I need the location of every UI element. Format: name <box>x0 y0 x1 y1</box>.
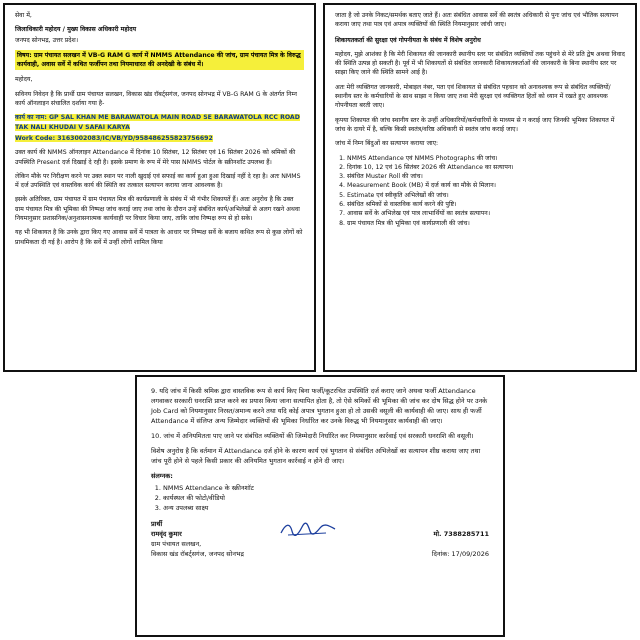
attachments-title: संलग्नक: <box>151 472 173 481</box>
attachment-item: 1. NMMS Attendance के स्क्रीनशॉट <box>163 483 489 493</box>
attendance-paragraph: उक्त कार्य की NMMS ऑनलाइन Attendance में दिनांक 10 सितंबर, 12 सितंबर एवं 16 सितंबर 2026 को श्रमिकों की उपस्थिति Present दर्ज दिखाई दे रही है। इसके प्रमाण के रूप में मेरे पास NMMS पोर्टल के स्क्रीनशॉट उपलब्ध हैं। <box>15 149 296 166</box>
attachment-item: 2. कार्यस्थल की फोटो/वीडियो <box>163 493 489 503</box>
letter-page-1 <box>3 3 316 372</box>
subject-line: विषय: ग्राम पंचायत सलखन में VB-G RAM G कार्य में NMMS Attendance की जांच, ग्राम पंचायत मित्र के विरुद्ध कार्यवाही, अवास सर्वे में कथित फर्जीपन तथा नियमाधारत की अनदेखी के संबंध में। <box>15 50 304 71</box>
list-item: 6. संबंधित श्रमिकों से वास्तविक कार्य करने की पुष्टि। <box>347 200 625 209</box>
letter-date: दिनांक: 17/09/2026 <box>431 549 489 558</box>
special-request: विशेष अनुरोध है कि वर्तमान में Attendance दर्ज होने के कारण कार्य एवं भुगतान से संबंधित अभिलेखों का सत्यापन शीघ्र कराया जाए तथा जांच पूरी होने से पहले किसी प्रकार की अनियमित भुगतान कार्रवाई न होने दी जाए। <box>151 447 481 466</box>
addressee-line-1: जिलाधिकारी महोदय / मुख्य विकास अधिकारी महोदय <box>15 26 137 34</box>
signature-image <box>278 519 338 539</box>
greeting: महोदय, <box>15 76 33 84</box>
list-item: 5. Estimate एवं स्वीकृति अभिलेखों की जांच। <box>347 191 625 200</box>
continued-paragraph: जाता है जो उनके निकट/समर्थक बताए जाते हैं। अतः संबंधित आवास सर्वे की स्वतंत्र अधिकारी से पुनः जांच एवं भौतिक सत्यापन कराया जाए तथा पात्र एवं अपात्र व्यक्तियों की स्थिति नियमानुसार जांची जाए। <box>335 12 619 29</box>
letter-page-3 <box>135 375 505 637</box>
address-line-1: ग्राम पंचायत सलखन, <box>151 539 202 548</box>
salutation: सेवा में, <box>15 12 32 19</box>
attachment-item: 3. अन्य उपलब्ध साक्ष्य <box>163 503 489 513</box>
point-9: 9. यदि जांच में किसी श्रमिक द्वारा वास्तविक रूप से कार्य किए बिना फर्जी/कूटरचित उपस्थिति दर्ज कराए जाने अथवा फर्जी Attendance लगवाकर सरकारी धनराशि प्राप्त करने का प्रयास किया जाना सत्यापित होता है, तो ऐसे श्रमिकों की भूमिका की जांच कर दोष सिद्ध होने पर उनके Job Card को नियमानुसार निरस्त/अमान्य करने तथा यदि कोई अपात्र भुगतान हुआ हो तो उसकी वसूली की कार्यवाही की जाए। साथ ही फर्जी Attendance में संलिप्त अन्य जिम्मेदार व्यक्तियों की भूमिका निर्धारित कर उनके विरुद्ध भी नियमानुसार कार्यवाही की जाए। <box>151 387 488 426</box>
list-item: 3. संबंधित Muster Roll की जांच। <box>347 172 625 181</box>
applicant-name: रामवृंद कुमार <box>151 529 182 538</box>
verification-list-intro: जांच में निम्न बिंदुओं का सत्यापन कराया जाए: <box>335 140 439 148</box>
verification-list <box>335 154 625 228</box>
site-inspection-paragraph: लेकिन मौके पर निरीक्षण करने पर उक्त स्थान पर नाली खुदाई एवं सफाई का कार्य हुआ हुआ दिखाई नहीं दे रहा है। अतः NMMS में दर्ज उपस्थिति एवं वास्तविक कार्य की स्थिति का तत्काल सत्यापन कराया जाना आवश्यक है। <box>15 172 301 190</box>
attachments-list <box>151 483 489 513</box>
security-paragraph-1: महोदय, मुझे आशंका है कि मेरी शिकायत की जानकारी स्थानीय स्तर पर संबंधित व्यक्तियों तक पहुंचने से मेरे प्रति द्वेष अथवा विवाद की स्थिति उत्पन्न हो सकती है। पूर्व में भी शिकायतों से संबंधित जानकारी शिकायतकर्ताओं की जानकारी के बिना स्थानीय स्तर पर साझा किए जाने की स्थिति सामने आई है। <box>335 50 625 77</box>
intro-paragraph: सविनय निवेदन है कि प्रार्थी ग्राम पंचायत सलखन, विकास खंड रॉबर्ट्सगंज, जनपद सोनभद्र में VB-G RAM G के अंतर्गत निम्न कार्य ऑनलाइन संचालित दर्शाया गया है- <box>15 90 297 108</box>
address-line-2: विकास खंड रॉबर्ट्सगंज, जनपद सोनभद्र <box>151 549 244 558</box>
security-heading: शिकायतकर्ता की सुरक्षा एवं गोपनीयता के संबंध में विशेष अनुरोध <box>335 36 481 44</box>
security-paragraph-2: अतः मेरी व्यक्तिगत जानकारी, मोबाइल नंबर, पता एवं शिकायत से संबंधित पहचान को अनावश्यक रूप से संबंधित व्यक्तियों/स्थानीय स्तर के कर्मचारियों के साथ साझा न किया जाए तथा मेरी सुरक्षा एवं व्यक्तिगत हितों को ध्यान में रखते हुए आवश्यक गोपनीयता बरती जाए। <box>335 83 611 110</box>
list-item: 2. दिनांक 10, 12 एवं 16 सितंबर 2026 की Attendance का सत्यापन। <box>347 163 625 172</box>
panchayat-mitra-paragraph: इसके अतिरिक्त, ग्राम पंचायत में ग्राम पंचायत मित्र की कार्यप्रणाली के संबंध में भी गंभीर शिकायतें हैं। अतः अनुरोध है कि उक्त ग्राम पंचायत मित्र की भूमिका की निष्पक्ष जांच कराई जाए तथा जांच के दौरान उन्हें संबंधित कार्य/अभिलेखों से अलग रखने अथवा नियमानुसार प्रशासनिक/अनुशासनात्मक कार्यवाही पर विचार किया जाए, ताकि जांच निष्पक्ष रूप से हो सके। <box>15 196 300 223</box>
mobile-number: मो. 7388285711 <box>433 529 489 538</box>
addressee-line-2: जनपद सोनभद्र, उत्तर प्रदेश। <box>15 36 79 44</box>
work-code: Work Code: 3163002083/IC/VB/YD/958486255823756692 <box>15 134 213 142</box>
list-item: 1. NMMS Attendance एवं NMMS Photographs की जांच। <box>347 154 625 163</box>
list-item: 7. आवास सर्वे के अभिलेख एवं पात्र लाभार्थियों का स्वतंत्र सत्यापन। <box>347 209 625 218</box>
signature-block <box>151 519 489 539</box>
point-10: 10. जांच में अनियमितता पाए जाने पर संबंधित व्यक्तियों की जिम्मेदारी निर्धारित कर नियमानुसार कार्रवाई एवं सरकारी धनराशि की वसूली। <box>151 432 474 441</box>
list-item: 8. ग्राम पंचायत मित्र की भूमिका एवं कार्यप्रणाली की जांच। <box>347 219 625 228</box>
applicant-label: प्रार्थी <box>151 519 163 528</box>
list-item: 4. Measurement Book (MB) में दर्ज कार्य का मौके से मिलान। <box>347 181 625 190</box>
independent-inquiry-paragraph: कृपया शिकायत की जांच स्थानीय स्तर के उन्हीं अधिकारियों/कर्मचारियों के माध्यम से न कराई जाए जिनकी भूमिका शिकायत में जांच के दायरे में है, बल्कि किसी स्वतंत्र/वरिष्ठ अधिकारी से स्वतंत्र जांच कराई जाए। <box>335 116 615 133</box>
work-name: कार्य का नाम: GP SAL KHAN ME BARAWATOLA MAIN ROAD SE BARAWATOLA RCC ROAD TAK NALI KHUDAI V SAFAI KARYA <box>15 114 300 131</box>
letter-page-2 <box>323 3 637 372</box>
awas-survey-paragraph: यह भी शिकायत है कि उनके द्वारा किए गए आवास सर्वे में पात्रता के आधार पर निष्पक्ष सर्वे के बजाय कथित रूप से कुछ लोगों को प्राथमिकता दी गई है। आरोप है कि सर्वे में उन्हीं लोगों शामिल किया <box>15 229 303 246</box>
